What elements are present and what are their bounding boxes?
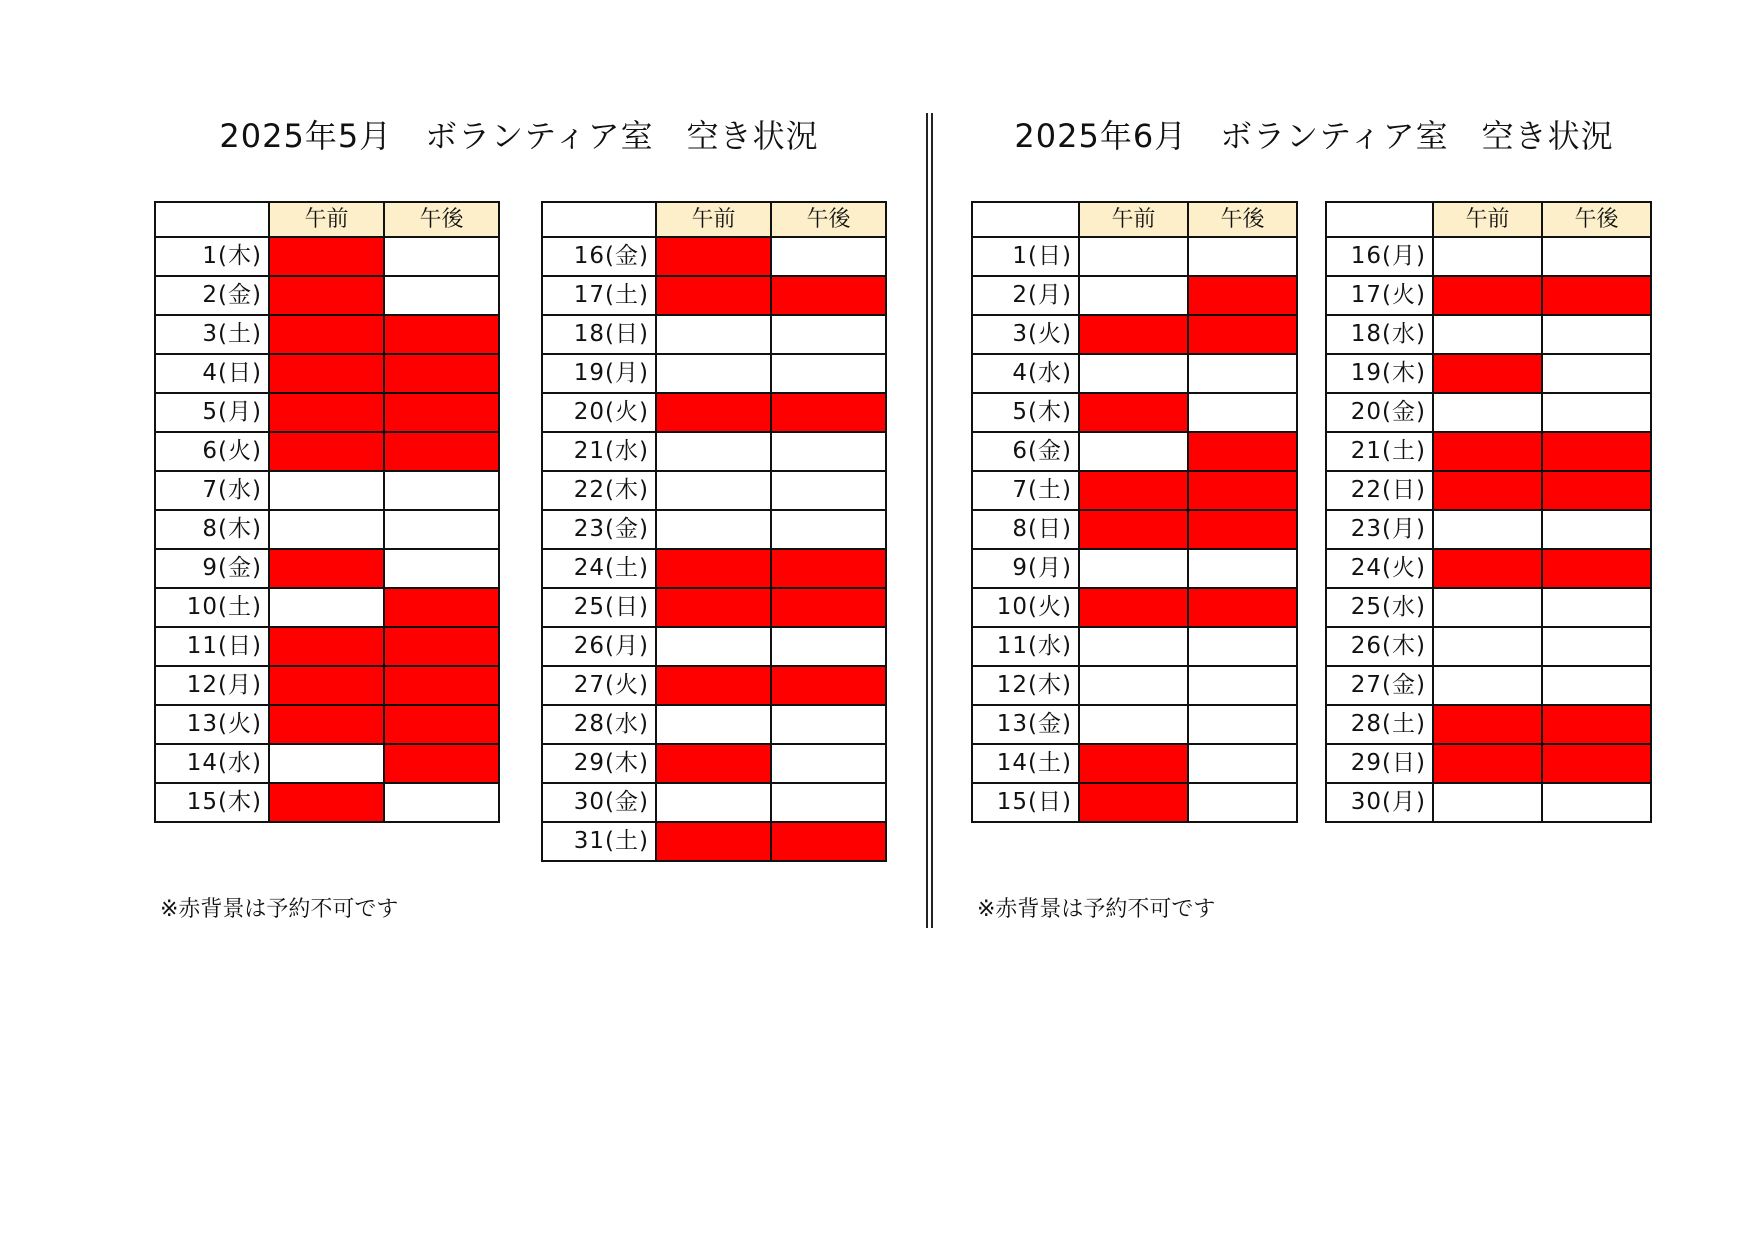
- afternoon-slot-available: [771, 510, 886, 549]
- morning-slot-available: [656, 705, 771, 744]
- header-corner-cell: [972, 202, 1079, 237]
- center-divider: [926, 113, 928, 928]
- morning-slot-unavailable: [1433, 276, 1542, 315]
- morning-slot-unavailable: [269, 549, 384, 588]
- afternoon-slot-available: [771, 432, 886, 471]
- morning-slot-available: [1433, 315, 1542, 354]
- morning-slot-unavailable: [1079, 744, 1188, 783]
- table-row: [972, 471, 1297, 510]
- afternoon-slot-available: [1542, 510, 1651, 549]
- date-label: 12(月): [155, 666, 269, 705]
- table-row: [1326, 588, 1651, 627]
- date-label: 3(土): [155, 315, 269, 354]
- morning-slot-unavailable: [656, 588, 771, 627]
- date-label: 5(木): [972, 393, 1079, 432]
- afternoon-slot-available: [1542, 393, 1651, 432]
- afternoon-slot-available: [1188, 666, 1297, 705]
- date-label: 7(土): [972, 471, 1079, 510]
- afternoon-slot-available: [384, 237, 499, 276]
- table-row: [542, 354, 886, 393]
- afternoon-slot-available: [1188, 627, 1297, 666]
- afternoon-slot-unavailable: [384, 744, 499, 783]
- date-label: 23(金): [542, 510, 656, 549]
- morning-slot-available: [1433, 510, 1542, 549]
- header-row: [155, 202, 499, 237]
- table-row: [542, 315, 886, 354]
- afternoon-slot-available: [384, 276, 499, 315]
- header-morning: 午前: [1433, 202, 1542, 237]
- morning-slot-available: [656, 354, 771, 393]
- date-label: 12(木): [972, 666, 1079, 705]
- date-label: 26(月): [542, 627, 656, 666]
- may-table-right: [541, 201, 887, 862]
- table-row: [1326, 510, 1651, 549]
- table-row: [542, 510, 886, 549]
- afternoon-slot-available: [771, 354, 886, 393]
- morning-slot-unavailable: [269, 237, 384, 276]
- date-label: 6(火): [155, 432, 269, 471]
- header-afternoon: 午後: [1542, 202, 1651, 237]
- date-label: 30(月): [1326, 783, 1433, 822]
- date-label: 17(土): [542, 276, 656, 315]
- date-label: 2(月): [972, 276, 1079, 315]
- afternoon-slot-unavailable: [1542, 276, 1651, 315]
- date-label: 23(月): [1326, 510, 1433, 549]
- header-morning: 午前: [656, 202, 771, 237]
- table-row: [972, 510, 1297, 549]
- afternoon-slot-unavailable: [1188, 276, 1297, 315]
- morning-slot-unavailable: [1079, 783, 1188, 822]
- table-row: [155, 276, 499, 315]
- date-label: 30(金): [542, 783, 656, 822]
- table-row: [1326, 276, 1651, 315]
- morning-slot-available: [656, 432, 771, 471]
- afternoon-slot-unavailable: [384, 432, 499, 471]
- date-label: 21(水): [542, 432, 656, 471]
- table-row: [155, 783, 499, 822]
- table-row: [542, 822, 886, 861]
- table-row: [155, 666, 499, 705]
- date-label: 24(火): [1326, 549, 1433, 588]
- date-label: 20(火): [542, 393, 656, 432]
- afternoon-slot-available: [384, 471, 499, 510]
- afternoon-slot-available: [771, 744, 886, 783]
- date-label: 19(月): [542, 354, 656, 393]
- table-row: [155, 354, 499, 393]
- morning-slot-unavailable: [656, 237, 771, 276]
- header-afternoon: 午後: [1188, 202, 1297, 237]
- morning-slot-unavailable: [1079, 471, 1188, 510]
- morning-slot-unavailable: [1433, 705, 1542, 744]
- afternoon-slot-unavailable: [384, 627, 499, 666]
- date-label: 6(金): [972, 432, 1079, 471]
- afternoon-slot-available: [771, 315, 886, 354]
- date-label: 1(日): [972, 237, 1079, 276]
- table-row: [542, 588, 886, 627]
- morning-slot-available: [656, 471, 771, 510]
- morning-slot-available: [1433, 666, 1542, 705]
- table-row: [1326, 315, 1651, 354]
- morning-slot-available: [656, 783, 771, 822]
- date-label: 4(水): [972, 354, 1079, 393]
- table-row: [542, 627, 886, 666]
- afternoon-slot-unavailable: [1542, 705, 1651, 744]
- june-table-right: [1325, 201, 1652, 823]
- afternoon-slot-unavailable: [771, 588, 886, 627]
- afternoon-slot-unavailable: [771, 549, 886, 588]
- header-row: [542, 202, 886, 237]
- date-label: 10(土): [155, 588, 269, 627]
- june-note: ※赤背景は予約不可です: [977, 897, 1216, 922]
- morning-slot-unavailable: [1079, 588, 1188, 627]
- afternoon-slot-unavailable: [1542, 432, 1651, 471]
- table-row: [155, 549, 499, 588]
- afternoon-slot-available: [771, 705, 886, 744]
- date-label: 24(土): [542, 549, 656, 588]
- table-row: [1326, 549, 1651, 588]
- afternoon-slot-unavailable: [771, 276, 886, 315]
- afternoon-slot-available: [1542, 315, 1651, 354]
- table-row: [155, 510, 499, 549]
- table-row: [1326, 471, 1651, 510]
- table-row: [972, 783, 1297, 822]
- afternoon-slot-available: [384, 549, 499, 588]
- afternoon-slot-unavailable: [1542, 744, 1651, 783]
- table-row: [972, 276, 1297, 315]
- afternoon-slot-available: [771, 237, 886, 276]
- june-table-left: [971, 201, 1298, 823]
- afternoon-slot-unavailable: [384, 393, 499, 432]
- morning-slot-available: [1079, 276, 1188, 315]
- date-label: 29(木): [542, 744, 656, 783]
- table-row: [972, 237, 1297, 276]
- table-row: [1326, 393, 1651, 432]
- table-row: [1326, 627, 1651, 666]
- table-row: [972, 393, 1297, 432]
- date-label: 9(金): [155, 549, 269, 588]
- afternoon-slot-available: [1542, 627, 1651, 666]
- afternoon-slot-unavailable: [1188, 588, 1297, 627]
- table-row: [155, 705, 499, 744]
- afternoon-slot-available: [384, 783, 499, 822]
- table-row: [155, 315, 499, 354]
- morning-slot-unavailable: [1433, 549, 1542, 588]
- date-label: 5(月): [155, 393, 269, 432]
- table-row: [972, 705, 1297, 744]
- date-label: 18(水): [1326, 315, 1433, 354]
- date-label: 15(日): [972, 783, 1079, 822]
- table-row: [1326, 237, 1651, 276]
- afternoon-slot-unavailable: [384, 666, 499, 705]
- morning-slot-unavailable: [269, 705, 384, 744]
- date-label: 8(日): [972, 510, 1079, 549]
- morning-slot-available: [269, 510, 384, 549]
- date-label: 28(水): [542, 705, 656, 744]
- morning-slot-unavailable: [269, 666, 384, 705]
- morning-slot-available: [1079, 666, 1188, 705]
- afternoon-slot-unavailable: [771, 822, 886, 861]
- table-row: [155, 393, 499, 432]
- date-label: 27(火): [542, 666, 656, 705]
- table-row: [155, 627, 499, 666]
- table-row: [542, 237, 886, 276]
- table-row: [1326, 744, 1651, 783]
- afternoon-slot-unavailable: [1188, 432, 1297, 471]
- morning-slot-available: [269, 744, 384, 783]
- afternoon-slot-unavailable: [771, 393, 886, 432]
- header-row: [1326, 202, 1651, 237]
- table-row: [155, 471, 499, 510]
- may-title: 2025年5月 ボランティア室 空き状況: [219, 117, 819, 155]
- date-label: 14(水): [155, 744, 269, 783]
- date-label: 20(金): [1326, 393, 1433, 432]
- date-label: 15(木): [155, 783, 269, 822]
- date-label: 22(日): [1326, 471, 1433, 510]
- table-row: [155, 588, 499, 627]
- date-label: 11(水): [972, 627, 1079, 666]
- table-row: [972, 354, 1297, 393]
- date-label: 21(土): [1326, 432, 1433, 471]
- afternoon-slot-available: [1188, 354, 1297, 393]
- date-label: 16(金): [542, 237, 656, 276]
- table-row: [1326, 705, 1651, 744]
- afternoon-slot-unavailable: [384, 315, 499, 354]
- date-label: 25(日): [542, 588, 656, 627]
- morning-slot-unavailable: [656, 276, 771, 315]
- table-row: [1326, 354, 1651, 393]
- date-label: 11(日): [155, 627, 269, 666]
- table-row: [972, 549, 1297, 588]
- date-label: 31(土): [542, 822, 656, 861]
- morning-slot-unavailable: [269, 354, 384, 393]
- date-label: 9(月): [972, 549, 1079, 588]
- morning-slot-available: [1433, 627, 1542, 666]
- afternoon-slot-available: [1188, 744, 1297, 783]
- morning-slot-unavailable: [656, 666, 771, 705]
- morning-slot-available: [269, 471, 384, 510]
- date-label: 2(金): [155, 276, 269, 315]
- morning-slot-unavailable: [269, 627, 384, 666]
- header-corner-cell: [1326, 202, 1433, 237]
- date-label: 22(木): [542, 471, 656, 510]
- afternoon-slot-unavailable: [1542, 471, 1651, 510]
- may-note: ※赤背景は予約不可です: [160, 897, 399, 922]
- afternoon-slot-available: [1188, 549, 1297, 588]
- afternoon-slot-available: [771, 471, 886, 510]
- afternoon-slot-available: [1188, 393, 1297, 432]
- date-label: 29(日): [1326, 744, 1433, 783]
- afternoon-slot-unavailable: [1542, 549, 1651, 588]
- june-title: 2025年6月 ボランティア室 空き状況: [1014, 117, 1614, 155]
- morning-slot-unavailable: [269, 783, 384, 822]
- morning-slot-available: [1433, 393, 1542, 432]
- morning-slot-unavailable: [269, 315, 384, 354]
- table-row: [972, 744, 1297, 783]
- table-row: [1326, 783, 1651, 822]
- afternoon-slot-unavailable: [1188, 315, 1297, 354]
- table-row: [542, 549, 886, 588]
- morning-slot-available: [1079, 549, 1188, 588]
- date-label: 8(木): [155, 510, 269, 549]
- morning-slot-available: [1433, 237, 1542, 276]
- table-row: [542, 666, 886, 705]
- table-row: [972, 315, 1297, 354]
- afternoon-slot-unavailable: [1188, 471, 1297, 510]
- center-divider-second-line: [931, 113, 933, 928]
- date-label: 4(日): [155, 354, 269, 393]
- table-row: [542, 744, 886, 783]
- morning-slot-available: [1079, 627, 1188, 666]
- date-label: 27(金): [1326, 666, 1433, 705]
- morning-slot-available: [656, 627, 771, 666]
- table-row: [155, 237, 499, 276]
- date-label: 25(水): [1326, 588, 1433, 627]
- afternoon-slot-available: [1188, 783, 1297, 822]
- afternoon-slot-available: [1188, 705, 1297, 744]
- header-row: [972, 202, 1297, 237]
- afternoon-slot-available: [771, 627, 886, 666]
- header-afternoon: 午後: [384, 202, 499, 237]
- afternoon-slot-available: [1542, 783, 1651, 822]
- morning-slot-unavailable: [269, 393, 384, 432]
- table-row: [1326, 666, 1651, 705]
- morning-slot-available: [1079, 354, 1188, 393]
- date-label: 14(土): [972, 744, 1079, 783]
- table-row: [972, 627, 1297, 666]
- table-row: [542, 705, 886, 744]
- afternoon-slot-available: [1542, 354, 1651, 393]
- table-row: [972, 666, 1297, 705]
- table-row: [542, 471, 886, 510]
- date-label: 13(金): [972, 705, 1079, 744]
- morning-slot-unavailable: [656, 549, 771, 588]
- table-row: [1326, 432, 1651, 471]
- date-label: 1(木): [155, 237, 269, 276]
- table-row: [155, 744, 499, 783]
- morning-slot-available: [1433, 783, 1542, 822]
- afternoon-slot-unavailable: [384, 705, 499, 744]
- may-table-left: [154, 201, 500, 823]
- header-morning: 午前: [269, 202, 384, 237]
- date-label: 10(火): [972, 588, 1079, 627]
- morning-slot-available: [656, 510, 771, 549]
- morning-slot-available: [269, 588, 384, 627]
- date-label: 18(日): [542, 315, 656, 354]
- morning-slot-available: [1079, 237, 1188, 276]
- afternoon-slot-available: [1542, 237, 1651, 276]
- date-label: 16(月): [1326, 237, 1433, 276]
- date-label: 19(木): [1326, 354, 1433, 393]
- afternoon-slot-unavailable: [771, 666, 886, 705]
- afternoon-slot-unavailable: [384, 588, 499, 627]
- table-row: [972, 588, 1297, 627]
- date-label: 28(土): [1326, 705, 1433, 744]
- morning-slot-unavailable: [269, 276, 384, 315]
- table-row: [542, 432, 886, 471]
- morning-slot-available: [1433, 588, 1542, 627]
- morning-slot-available: [656, 315, 771, 354]
- date-label: 13(火): [155, 705, 269, 744]
- morning-slot-unavailable: [269, 432, 384, 471]
- morning-slot-unavailable: [1433, 432, 1542, 471]
- table-row: [542, 276, 886, 315]
- table-row: [542, 783, 886, 822]
- morning-slot-available: [1079, 705, 1188, 744]
- morning-slot-unavailable: [1433, 744, 1542, 783]
- header-corner-cell: [155, 202, 269, 237]
- morning-slot-unavailable: [1079, 393, 1188, 432]
- morning-slot-available: [1079, 432, 1188, 471]
- morning-slot-unavailable: [656, 744, 771, 783]
- afternoon-slot-available: [1188, 237, 1297, 276]
- afternoon-slot-available: [771, 783, 886, 822]
- header-afternoon: 午後: [771, 202, 886, 237]
- morning-slot-unavailable: [656, 822, 771, 861]
- header-morning: 午前: [1079, 202, 1188, 237]
- date-label: 7(水): [155, 471, 269, 510]
- header-corner-cell: [542, 202, 656, 237]
- date-label: 26(木): [1326, 627, 1433, 666]
- morning-slot-unavailable: [656, 393, 771, 432]
- afternoon-slot-available: [384, 510, 499, 549]
- afternoon-slot-available: [1542, 666, 1651, 705]
- table-row: [155, 432, 499, 471]
- date-label: 17(火): [1326, 276, 1433, 315]
- afternoon-slot-unavailable: [1188, 510, 1297, 549]
- date-label: 3(火): [972, 315, 1079, 354]
- morning-slot-unavailable: [1433, 471, 1542, 510]
- afternoon-slot-available: [1542, 588, 1651, 627]
- morning-slot-unavailable: [1433, 354, 1542, 393]
- table-row: [542, 393, 886, 432]
- morning-slot-unavailable: [1079, 510, 1188, 549]
- morning-slot-unavailable: [1079, 315, 1188, 354]
- afternoon-slot-unavailable: [384, 354, 499, 393]
- table-row: [972, 432, 1297, 471]
